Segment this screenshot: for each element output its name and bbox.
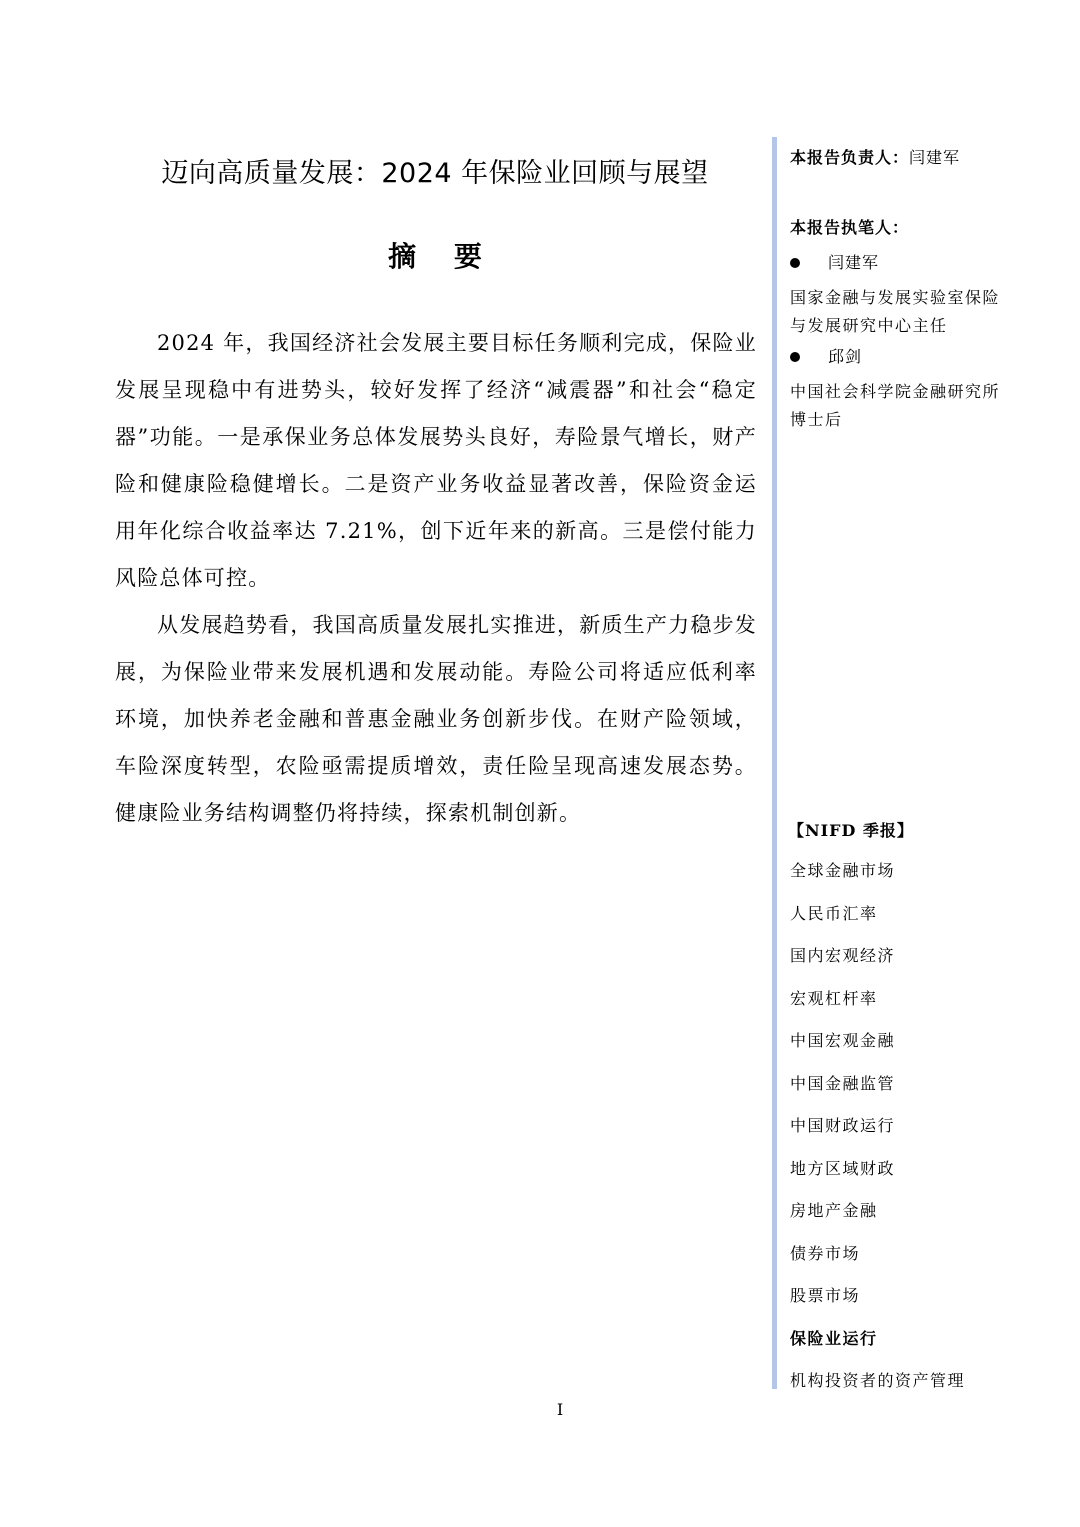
series-item[interactable]: 股票市场	[790, 1286, 861, 1305]
page-number: I	[556, 1400, 564, 1419]
abstract-body	[115, 320, 757, 837]
series-item-current[interactable]: 保险业运行	[790, 1328, 878, 1348]
abstract-heading: 摘 要	[388, 240, 496, 273]
author-name: 邱剑	[828, 347, 863, 366]
bullet-icon	[790, 352, 800, 362]
series-item[interactable]: 房地产金融	[790, 1201, 878, 1220]
series-item[interactable]: 中国财政运行	[790, 1116, 896, 1135]
responsible-person	[790, 140, 1005, 176]
authors-label: 本报告执笔人：	[790, 218, 910, 237]
series-item[interactable]: 中国金融监管	[790, 1073, 896, 1093]
author-name-row	[790, 340, 1005, 374]
series-item[interactable]: 国内宏观经济	[790, 946, 896, 965]
series-item[interactable]: 债券市场	[790, 1243, 861, 1263]
author-entry	[790, 340, 1005, 434]
author-name: 闫建军	[828, 253, 880, 272]
series-item[interactable]: 机构投资者的资产管理	[790, 1371, 966, 1390]
series-item[interactable]: 全球金融市场	[790, 861, 896, 880]
abstract-paragraph: 2024 年，我国经济社会发展主要目标任务顺利完成，保险业发展呈现稳中有进势头，较好发挥了经济“减震器”和社会“稳定器”功能。一是承保业务总体发展势头良好，寿险景气增长，财产险和健康险稳健增长。二是资产业务收益显著改善，保险资金运用年化综合收益率达 7.21%，创下近年来的新高。三是偿付能力风险总体可控。	[115, 331, 757, 590]
series-item[interactable]: 宏观杠杆率	[790, 988, 878, 1008]
author-affiliation: 中国社会科学院金融研究所博士后	[790, 382, 1001, 429]
author-affiliation: 国家金融与发展实验室保险与发展研究中心主任	[790, 288, 1001, 335]
abstract-paragraph: 从发展趋势看，我国高质量发展扎实推进，新质生产力稳步发展，为保险业带来发展机遇和发展动能。寿险公司将适应低利率环境，加快养老金融和普惠金融业务创新步伐。在财产险领域，车险深度转型，农险亟需提质增效，责任险呈现高速发展态势。健康险业务结构调整仍将持续，探索机制创新。	[115, 613, 757, 825]
series-title: 【NIFD 季报】	[788, 821, 914, 840]
series-item[interactable]: 人民币汇率	[790, 903, 878, 923]
bullet-icon	[790, 258, 800, 268]
series-item[interactable]: 中国宏观金融	[790, 1031, 896, 1050]
report-credits	[790, 140, 1005, 434]
responsible-label: 本报告负责人：	[790, 148, 910, 167]
responsible-name: 闫建军	[909, 148, 961, 167]
sidebar-accent-bar	[772, 137, 777, 1389]
document-title: 迈向高质量发展：2024 年保险业回顾与展望	[161, 158, 709, 189]
series-list	[788, 850, 1003, 1403]
series-nav	[788, 816, 1003, 1403]
author-name-row	[790, 246, 1005, 280]
author-entry	[790, 246, 1005, 340]
series-item[interactable]: 地方区域财政	[790, 1158, 896, 1178]
